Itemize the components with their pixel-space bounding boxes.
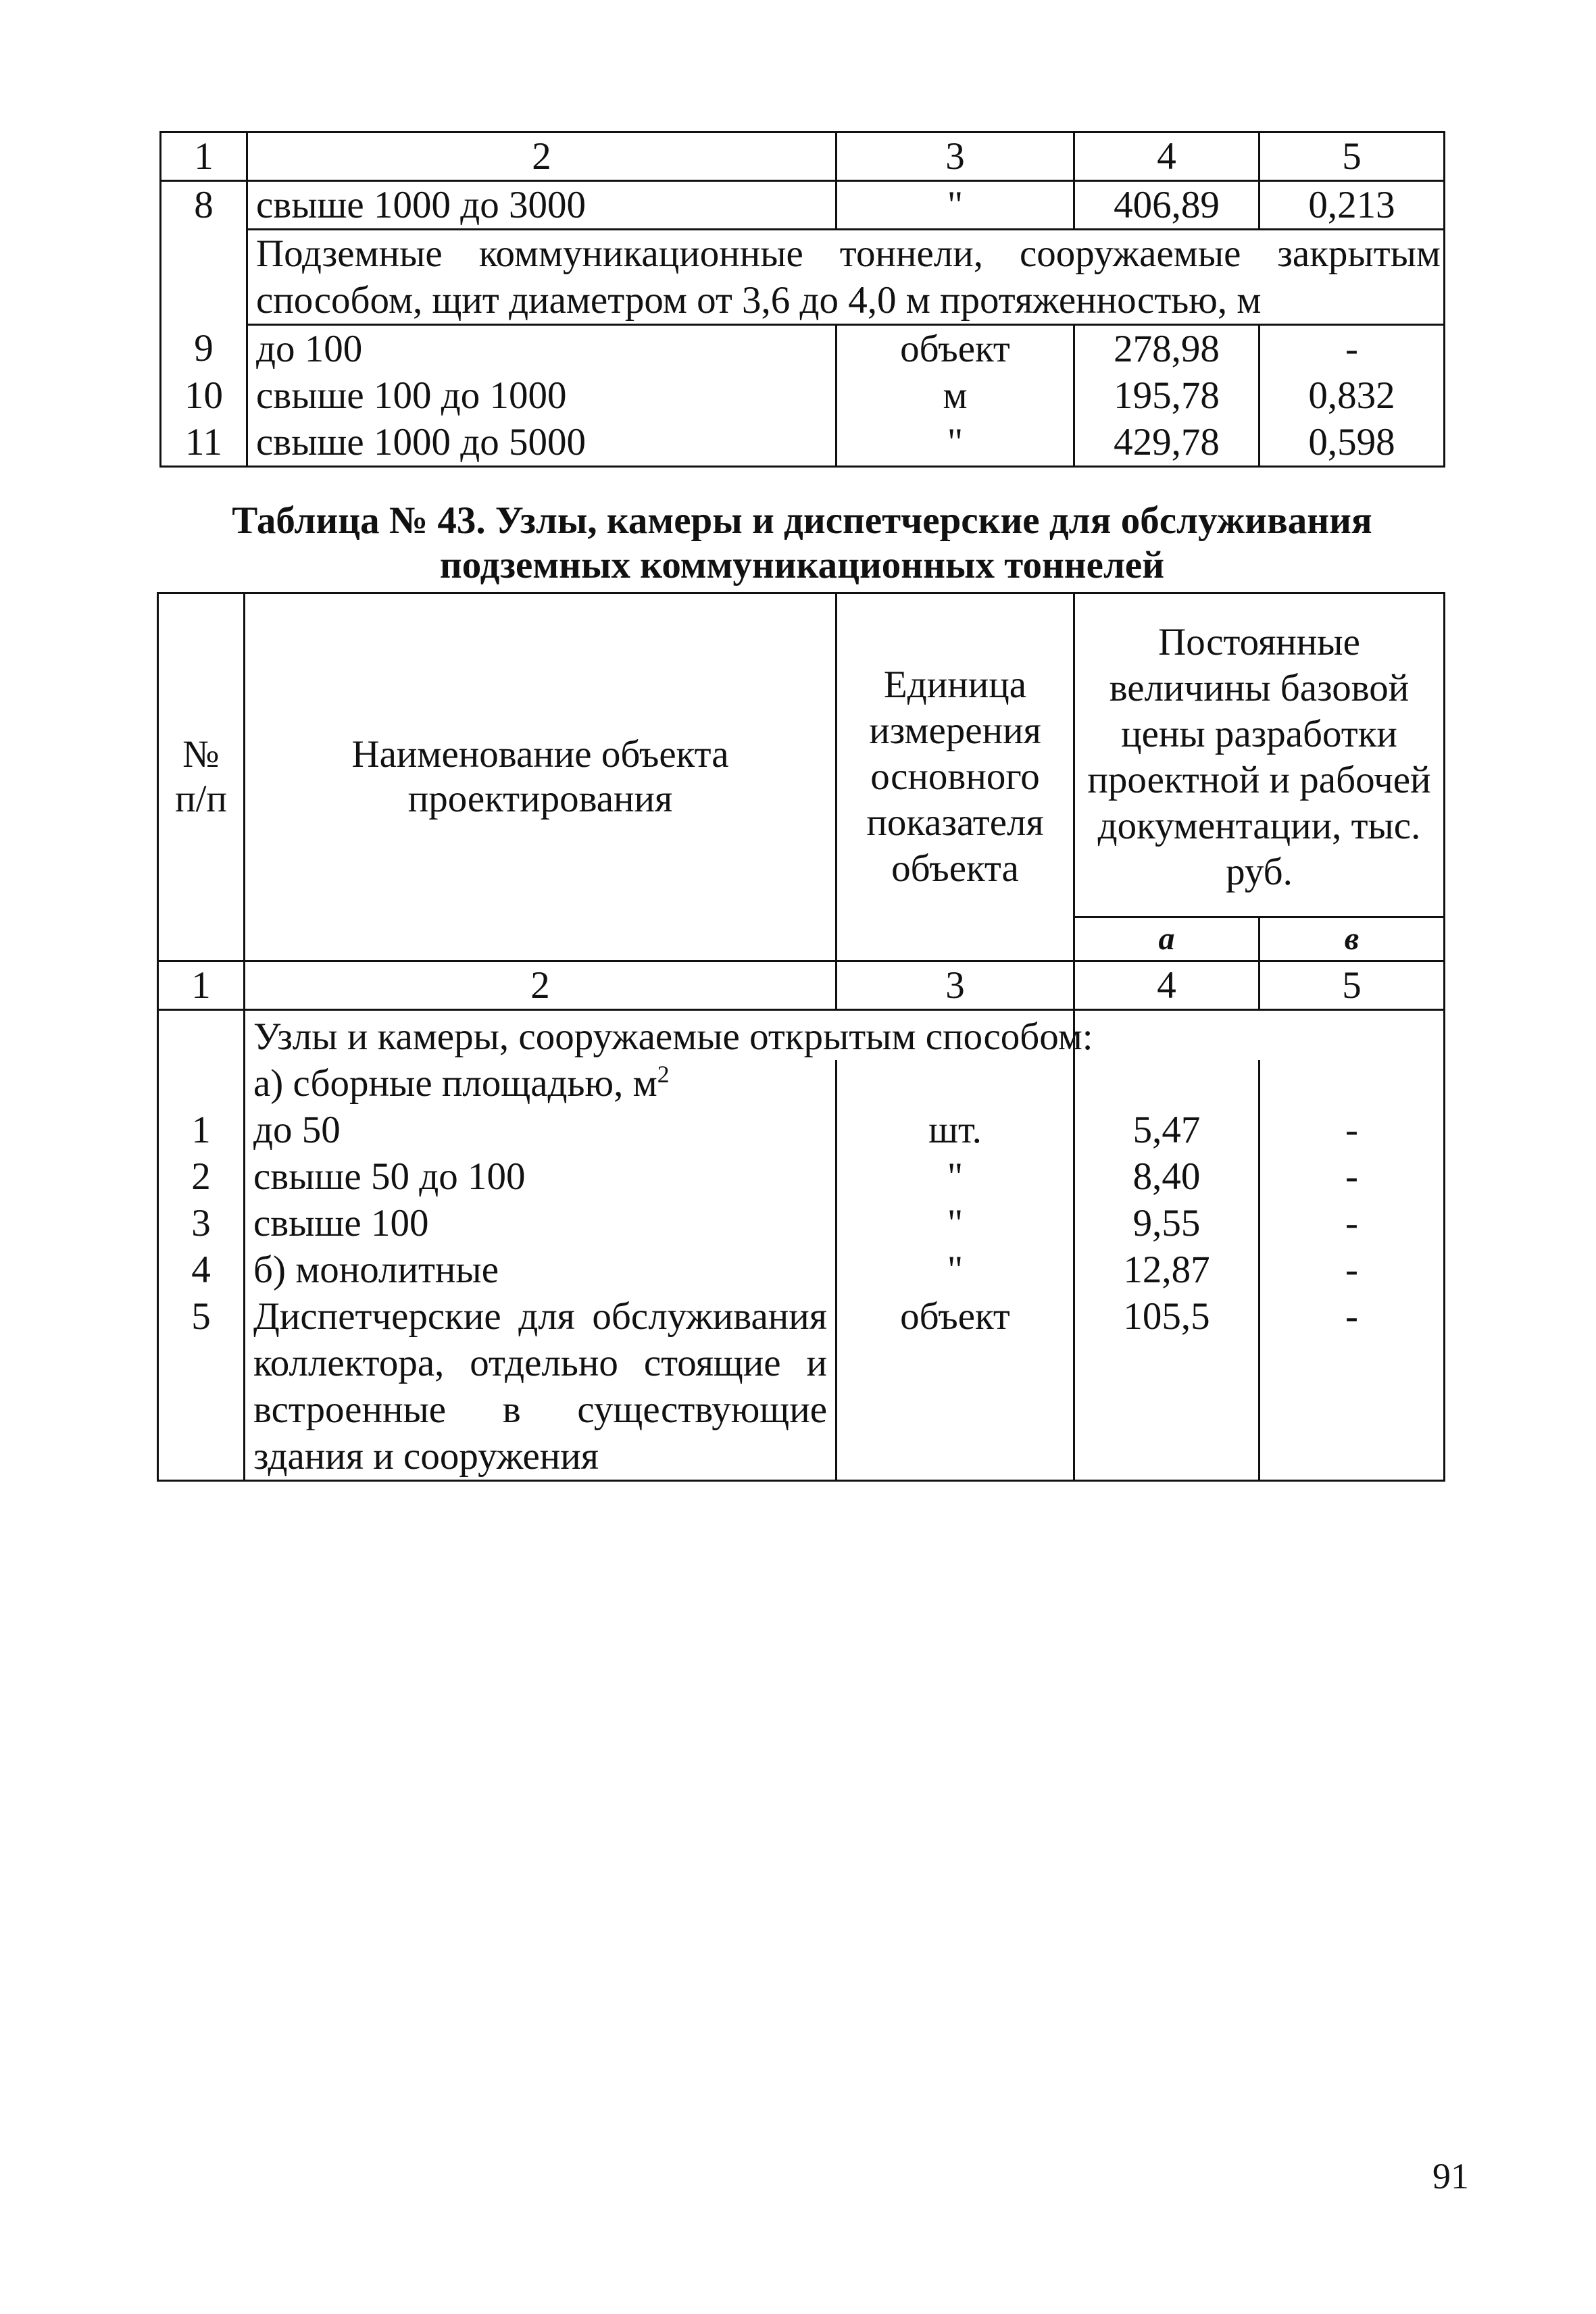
row-name-line4: здания и сооружения [253, 1435, 599, 1478]
table-row [161, 372, 1445, 419]
row-value-b: 0,213 [1260, 181, 1445, 230]
row-value-b: - [1260, 1247, 1445, 1293]
row-name [245, 1293, 837, 1481]
col-num-4: 4 [1074, 961, 1260, 1010]
col-num-4: 4 [1074, 132, 1260, 181]
row-value-a: 105,5 [1074, 1293, 1260, 1481]
table-title-line2: подземных коммуникационных тоннелей [439, 544, 1165, 586]
subsection-sup: 2 [657, 1061, 670, 1088]
header-unit: Единица измерения основного показателя объекта [837, 593, 1074, 961]
row-unit: м [837, 372, 1074, 419]
row-unit: " [837, 1200, 1074, 1247]
row-value-a: 9,55 [1074, 1200, 1260, 1247]
row-value-b: - [1260, 1153, 1445, 1200]
row-value-b: - [1260, 1200, 1445, 1247]
row-number: 1 [158, 1107, 245, 1153]
row-number: 11 [161, 419, 247, 467]
continuation-table [159, 131, 1445, 468]
col-num-1: 1 [158, 961, 245, 1010]
header-values: Постоянные величины базовой цены разработки проектной и рабочей документации, тыс. руб. [1074, 593, 1445, 917]
table-row [161, 181, 1445, 230]
row-name: свыше 50 до 100 [245, 1153, 837, 1200]
table-title-line1: Таблица № 43. Узлы, камеры и диспетчерские для обслуживания [232, 499, 1372, 542]
row-name: свыше 1000 до 3000 [247, 181, 837, 230]
row-value-a: 278,98 [1074, 325, 1260, 373]
row-unit: " [837, 1153, 1074, 1200]
col-num-2: 2 [245, 961, 837, 1010]
subsection-heading [245, 1060, 837, 1107]
table-row [158, 1247, 1445, 1293]
table-row [161, 325, 1445, 373]
row-number: 9 [161, 325, 247, 373]
column-number-row [161, 132, 1445, 181]
section-heading [247, 230, 1445, 325]
row-value-b: - [1260, 1107, 1445, 1153]
col-num-5: 5 [1260, 961, 1445, 1010]
row-name: до 50 [245, 1107, 837, 1153]
row-value-b: 0,598 [1260, 419, 1445, 467]
section-heading: Узлы и камеры, сооружаемые открытым способом: [245, 1010, 1074, 1061]
row-number: 3 [158, 1200, 245, 1247]
row-value-b: 0,832 [1260, 372, 1445, 419]
col-num-2: 2 [247, 132, 837, 181]
section-row [161, 230, 1445, 325]
row-value-a: 195,78 [1074, 372, 1260, 419]
row-value-a: 406,89 [1074, 181, 1260, 230]
header-row [158, 593, 1445, 917]
section-heading-line2: способом, щит диаметром от 3,6 до 4,0 м протяженностью, м [256, 279, 1262, 322]
col-num-3: 3 [837, 132, 1074, 181]
column-number-row [158, 961, 1445, 1010]
row-unit: объект [837, 325, 1074, 373]
table-row [158, 1153, 1445, 1200]
row-unit: объект [837, 1293, 1074, 1481]
table-row [158, 1200, 1445, 1247]
row-number: 10 [161, 372, 247, 419]
row-value-a: 5,47 [1074, 1107, 1260, 1153]
row-number: 4 [158, 1247, 245, 1293]
row-value-a: 12,87 [1074, 1247, 1260, 1293]
subsection-text: а) сборные площадью, м [253, 1062, 657, 1105]
header-col-b: в [1260, 917, 1445, 961]
row-number: 8 [161, 181, 247, 230]
col-num-1: 1 [161, 132, 247, 181]
col-num-3: 3 [837, 961, 1074, 1010]
row-value-b: - [1260, 1293, 1445, 1481]
header-col-a: а [1074, 917, 1260, 961]
subsection-row [158, 1060, 1445, 1107]
page-number: 91 [1432, 2156, 1469, 2196]
header-number: № п/п [158, 593, 245, 961]
row-name-line3: встроенные в существующие [253, 1388, 827, 1431]
table-43 [157, 592, 1445, 1482]
row-unit: шт. [837, 1107, 1074, 1153]
row-name: свыше 100 до 1000 [247, 372, 837, 419]
section-row [158, 1010, 1445, 1061]
col-num-5: 5 [1260, 132, 1445, 181]
row-name-line1: Диспетчерские для обслуживания [253, 1295, 827, 1338]
row-value-a: 429,78 [1074, 419, 1260, 467]
row-name: до 100 [247, 325, 837, 373]
row-unit: " [837, 1247, 1074, 1293]
row-value-a: 8,40 [1074, 1153, 1260, 1200]
row-name-line2: коллектора, отдельно стоящие и [253, 1342, 827, 1384]
row-name: свыше 100 [245, 1200, 837, 1247]
row-number: 2 [158, 1153, 245, 1200]
table-title [161, 499, 1443, 588]
row-name: б) монолитные [245, 1247, 837, 1293]
table-row [161, 419, 1445, 467]
table-row [158, 1293, 1445, 1481]
row-value-b: - [1260, 325, 1445, 373]
table-row [158, 1107, 1445, 1153]
header-name: Наименование объекта проектирования [245, 593, 837, 961]
row-unit: " [837, 181, 1074, 230]
section-heading-line1: Подземные коммуникационные тоннели, сооружаемые закрытым [256, 232, 1441, 275]
row-unit: " [837, 419, 1074, 467]
row-name: свыше 1000 до 5000 [247, 419, 837, 467]
row-number: 5 [158, 1293, 245, 1481]
